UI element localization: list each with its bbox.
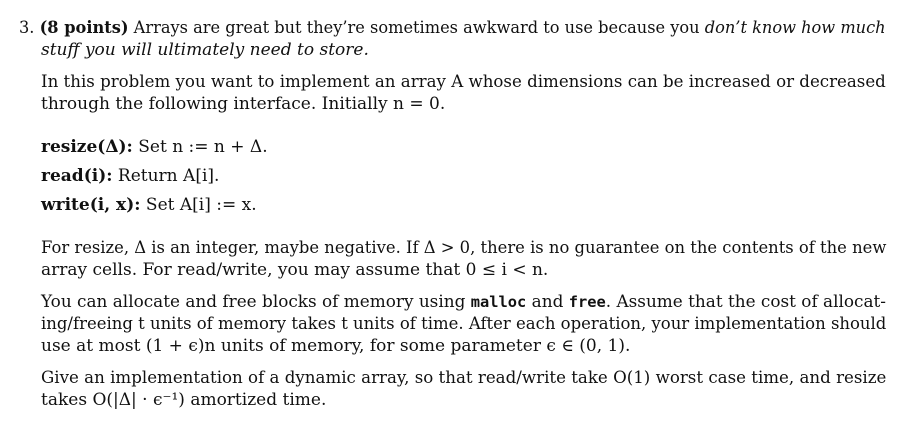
malloc-code: malloc — [470, 293, 527, 311]
operation-name: write — [41, 195, 90, 215]
operation-args: (i): — [83, 166, 113, 186]
operation-desc: Set n := n + Δ. — [132, 137, 268, 157]
operation-write — [41, 194, 257, 216]
operation-read — [41, 165, 219, 187]
problem-intro-emphasis-1: don’t know how much — [704, 18, 886, 38]
problem-points: (8 points) — [39, 18, 129, 38]
problem-intro-emphasis-2: stuff you will ultimately need to store. — [41, 40, 369, 60]
operation-name: read — [41, 166, 84, 186]
operation-desc: Return A[i]. — [112, 166, 220, 186]
problem-intro: Arrays are great but they’re sometimes awkward to use because you — [128, 18, 705, 38]
paragraph-3-line-1 — [41, 291, 886, 313]
operation-args: (Δ): — [97, 137, 133, 157]
paragraph-2-line-1: For resize, Δ is an integer, maybe negative. If Δ > 0, there is no guarantee on the contents of the new — [41, 238, 887, 258]
operation-resize — [41, 136, 268, 158]
paragraph-4-line-1: Give an implementation of a dynamic array, so that read/write take O(1) worst case time, and resize — [41, 368, 887, 388]
paragraph-3-text-b: and — [526, 292, 569, 312]
operation-desc: Set A[i] := x. — [140, 195, 257, 215]
paragraph-3-line-2: ing/freeing t units of memory takes t units of time. After each operation, your implementation should — [41, 314, 887, 334]
paragraph-1-line-2: through the following interface. Initially n = 0. — [41, 94, 446, 114]
operation-args: (i, x): — [89, 195, 141, 215]
paragraph-4-line-2: takes O(|Δ| · ϵ⁻¹) amortized time. — [41, 390, 327, 410]
operation-name: resize — [41, 137, 98, 157]
paragraph-3-text-a: You can allocate and free blocks of memory using — [41, 292, 471, 312]
free-code: free — [568, 293, 606, 311]
problem-header-line — [19, 17, 886, 39]
paragraph-1-line-1: In this problem you want to implement an array A whose dimensions can be increased or decreased — [41, 72, 886, 92]
paragraph-2-line-2: array cells. For read/write, you may assume that 0 ≤ i < n. — [41, 260, 549, 280]
paragraph-3-line-3: use at most (1 + ϵ)n units of memory, for some parameter ϵ ∈ (0, 1). — [41, 336, 631, 356]
problem-intro-line-2 — [41, 39, 369, 61]
problem-number: 3. — [19, 18, 35, 38]
paragraph-3-text-c: . Assume that the cost of allocat- — [605, 292, 887, 312]
